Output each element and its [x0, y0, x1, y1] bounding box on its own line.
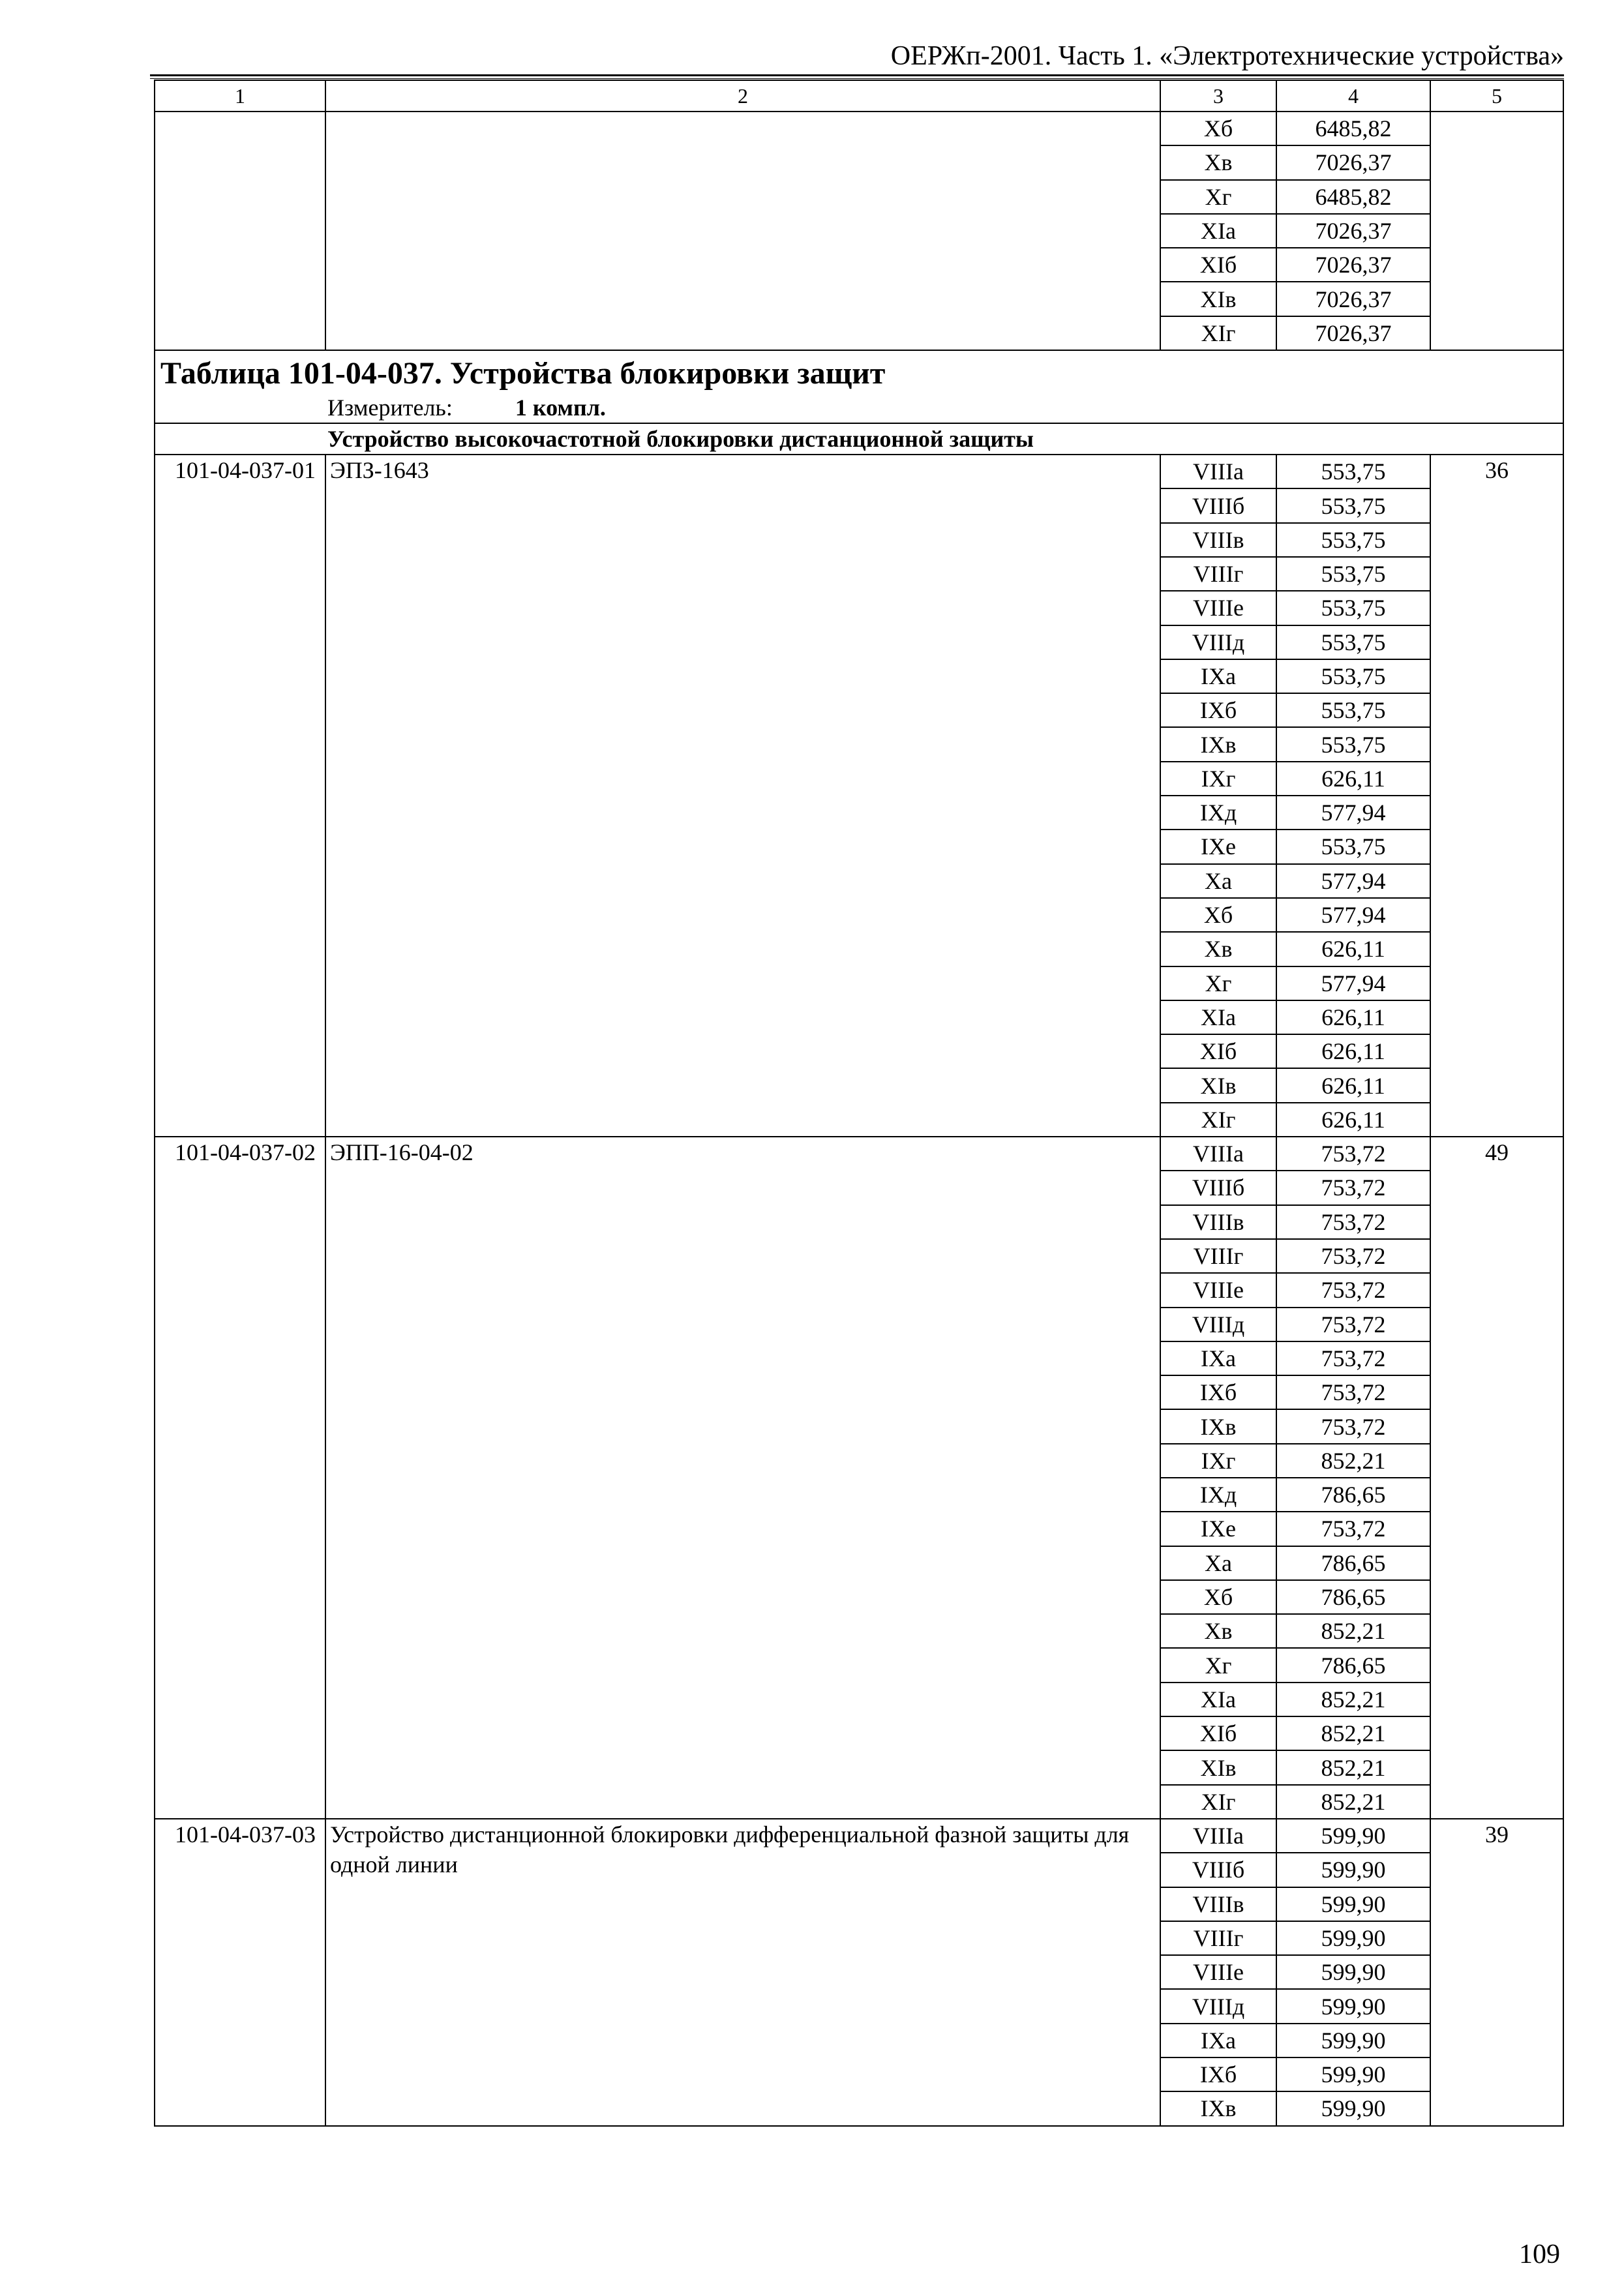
subsection-title: Устройство высокочастотной блокировки дистанционной защиты — [155, 423, 1563, 455]
price-cell: 577,94 — [1276, 796, 1430, 830]
price-cell: 753,72 — [1276, 1341, 1430, 1375]
table-title: Таблица 101-04-037. Устройства блокировки защит — [160, 356, 886, 391]
zone-cell: VIIIб — [1160, 1853, 1276, 1887]
measure-value: 1 компл. — [515, 395, 606, 421]
price-cell: 626,11 — [1276, 1068, 1430, 1102]
price-cell: 6485,82 — [1276, 112, 1430, 145]
zone-cell: IХа — [1160, 1341, 1276, 1375]
zone-cell: IХа — [1160, 659, 1276, 693]
zone-cell: ХIг — [1160, 1785, 1276, 1819]
zone-cell: IХе — [1160, 1512, 1276, 1546]
zone-cell: IХг — [1160, 762, 1276, 796]
table-row — [155, 1137, 1563, 1171]
zone-cell: VIIIб — [1160, 1171, 1276, 1204]
table-title-row — [155, 350, 1563, 423]
price-cell: 599,90 — [1276, 1853, 1430, 1887]
column-number-row — [155, 80, 1563, 112]
price-cell: 599,90 — [1276, 2057, 1430, 2091]
item-name: ЭПП-16-04-02 — [325, 1137, 1160, 1819]
price-table-body — [155, 80, 1563, 2126]
column-number: 1 — [155, 80, 325, 112]
zone-cell: VIIIд — [1160, 1308, 1276, 1341]
zone-cell: VIIIв — [1160, 523, 1276, 557]
price-cell: 553,75 — [1276, 591, 1430, 625]
price-cell: 577,94 — [1276, 864, 1430, 898]
price-cell: 553,75 — [1276, 488, 1430, 522]
price-table — [154, 80, 1564, 2127]
zone-cell: Хв — [1160, 145, 1276, 179]
price-cell: 786,65 — [1276, 1546, 1430, 1580]
zone-cell: Хг — [1160, 966, 1276, 1000]
price-cell: 553,75 — [1276, 830, 1430, 863]
price-cell: 599,90 — [1276, 1989, 1430, 2023]
zone-cell: IХг — [1160, 1444, 1276, 1478]
price-cell: 753,72 — [1276, 1137, 1430, 1171]
zone-cell: VIIIе — [1160, 591, 1276, 625]
header-rule — [150, 74, 1564, 76]
zone-cell: Ха — [1160, 1546, 1276, 1580]
price-cell: 852,21 — [1276, 1683, 1430, 1716]
item-col5: 39 — [1430, 1819, 1563, 2126]
price-cell: 626,11 — [1276, 762, 1430, 796]
name-cell — [325, 112, 1160, 350]
header-rule-thin — [150, 78, 1564, 79]
zone-cell: VIIIе — [1160, 1273, 1276, 1307]
price-cell: 852,21 — [1276, 1614, 1430, 1648]
price-cell: 786,65 — [1276, 1580, 1430, 1614]
price-cell: 577,94 — [1276, 966, 1430, 1000]
zone-cell: ХIг — [1160, 1103, 1276, 1137]
zone-cell: Хг — [1160, 1648, 1276, 1682]
price-cell: 553,75 — [1276, 625, 1430, 659]
price-cell: 553,75 — [1276, 523, 1430, 557]
price-cell: 852,21 — [1276, 1716, 1430, 1750]
price-cell: 753,72 — [1276, 1409, 1430, 1443]
price-cell: 599,90 — [1276, 1887, 1430, 1921]
price-cell: 553,75 — [1276, 455, 1430, 488]
column-number: 3 — [1160, 80, 1276, 112]
zone-cell: ХIв — [1160, 1068, 1276, 1102]
zone-cell: IХб — [1160, 693, 1276, 727]
zone-cell: Хв — [1160, 1614, 1276, 1648]
zone-cell: ХIб — [1160, 248, 1276, 282]
price-cell: 753,72 — [1276, 1239, 1430, 1273]
running-header: ОЕРЖп-2001. Часть 1. «Электротехнические устройства» — [890, 41, 1564, 71]
price-cell: 852,21 — [1276, 1785, 1430, 1819]
table-row — [155, 1819, 1563, 1853]
price-cell: 7026,37 — [1276, 316, 1430, 350]
price-cell: 626,11 — [1276, 1103, 1430, 1137]
zone-cell: IХа — [1160, 2024, 1276, 2057]
column-number: 2 — [325, 80, 1160, 112]
measure-label: Измеритель: — [327, 395, 453, 421]
price-cell: 753,72 — [1276, 1375, 1430, 1409]
subsection-row — [155, 423, 1563, 455]
price-cell: 553,75 — [1276, 693, 1430, 727]
zone-cell: ХIа — [1160, 1000, 1276, 1034]
item-name: Устройство дистанционной блокировки дифференциальной фазной защиты для одной линии — [325, 1819, 1160, 2126]
column-number: 5 — [1430, 80, 1563, 112]
zone-cell: IХд — [1160, 796, 1276, 830]
price-cell: 753,72 — [1276, 1171, 1430, 1204]
zone-cell: VIIIа — [1160, 1819, 1276, 1853]
zone-cell: Хв — [1160, 932, 1276, 966]
item-code: 101-04-037-02 — [155, 1137, 325, 1819]
price-cell: 786,65 — [1276, 1648, 1430, 1682]
price-cell: 786,65 — [1276, 1478, 1430, 1512]
table-row — [155, 455, 1563, 488]
zone-cell: ХIв — [1160, 1750, 1276, 1784]
zone-cell: ХIа — [1160, 1683, 1276, 1716]
price-cell: 753,72 — [1276, 1308, 1430, 1341]
price-cell: 553,75 — [1276, 659, 1430, 693]
zone-cell: VIIIа — [1160, 1137, 1276, 1171]
page-number: 109 — [1519, 2239, 1560, 2269]
column-number: 4 — [1276, 80, 1430, 112]
zone-cell: VIIIд — [1160, 625, 1276, 659]
price-cell: 7026,37 — [1276, 145, 1430, 179]
zone-cell: IХб — [1160, 1375, 1276, 1409]
zone-cell: IХв — [1160, 2091, 1276, 2125]
zone-cell: IХд — [1160, 1478, 1276, 1512]
item-col5: 36 — [1430, 455, 1563, 1137]
zone-cell: VIIIа — [1160, 455, 1276, 488]
price-cell: 577,94 — [1276, 898, 1430, 932]
price-cell: 6485,82 — [1276, 180, 1430, 214]
zone-cell: IХв — [1160, 727, 1276, 761]
zone-cell: IХб — [1160, 2057, 1276, 2091]
zone-cell: ХIа — [1160, 214, 1276, 248]
price-cell: 852,21 — [1276, 1444, 1430, 1478]
zone-cell: Ха — [1160, 864, 1276, 898]
zone-cell: VIIIд — [1160, 1989, 1276, 2023]
zone-cell: ХIг — [1160, 316, 1276, 350]
price-cell: 626,11 — [1276, 1034, 1430, 1068]
price-cell: 599,90 — [1276, 1955, 1430, 1989]
zone-cell: Хб — [1160, 1580, 1276, 1614]
zone-cell: VIIIг — [1160, 1921, 1276, 1955]
price-cell: 7026,37 — [1276, 282, 1430, 316]
zone-cell: Хб — [1160, 112, 1276, 145]
zone-cell: VIIIе — [1160, 1955, 1276, 1989]
price-cell: 753,72 — [1276, 1512, 1430, 1546]
price-cell: 553,75 — [1276, 727, 1430, 761]
price-cell: 753,72 — [1276, 1205, 1430, 1239]
zone-cell: IХв — [1160, 1409, 1276, 1443]
measure-line — [160, 393, 1557, 423]
zone-cell: VIIIб — [1160, 488, 1276, 522]
zone-cell: IХе — [1160, 830, 1276, 863]
price-cell: 753,72 — [1276, 1273, 1430, 1307]
price-cell: 599,90 — [1276, 2091, 1430, 2125]
table-row — [155, 112, 1563, 145]
zone-cell: VIIIв — [1160, 1887, 1276, 1921]
price-cell: 599,90 — [1276, 2024, 1430, 2057]
zone-cell: VIIIв — [1160, 1205, 1276, 1239]
code-cell — [155, 112, 325, 350]
price-cell: 553,75 — [1276, 557, 1430, 591]
price-cell: 626,11 — [1276, 1000, 1430, 1034]
table-title-cell — [155, 350, 1563, 423]
item-col5: 49 — [1430, 1137, 1563, 1819]
price-cell: 7026,37 — [1276, 248, 1430, 282]
zone-cell: ХIб — [1160, 1716, 1276, 1750]
zone-cell: VIIIг — [1160, 557, 1276, 591]
price-cell: 7026,37 — [1276, 214, 1430, 248]
item-code: 101-04-037-03 — [155, 1819, 325, 2126]
col5-cell — [1430, 112, 1563, 350]
price-cell: 626,11 — [1276, 932, 1430, 966]
price-cell: 599,90 — [1276, 1921, 1430, 1955]
price-cell: 599,90 — [1276, 1819, 1430, 1853]
item-code: 101-04-037-01 — [155, 455, 325, 1137]
zone-cell: Хг — [1160, 180, 1276, 214]
zone-cell: ХIб — [1160, 1034, 1276, 1068]
price-cell: 852,21 — [1276, 1750, 1430, 1784]
zone-cell: Хб — [1160, 898, 1276, 932]
zone-cell: VIIIг — [1160, 1239, 1276, 1273]
zone-cell: ХIв — [1160, 282, 1276, 316]
item-name: ЭПЗ-1643 — [325, 455, 1160, 1137]
